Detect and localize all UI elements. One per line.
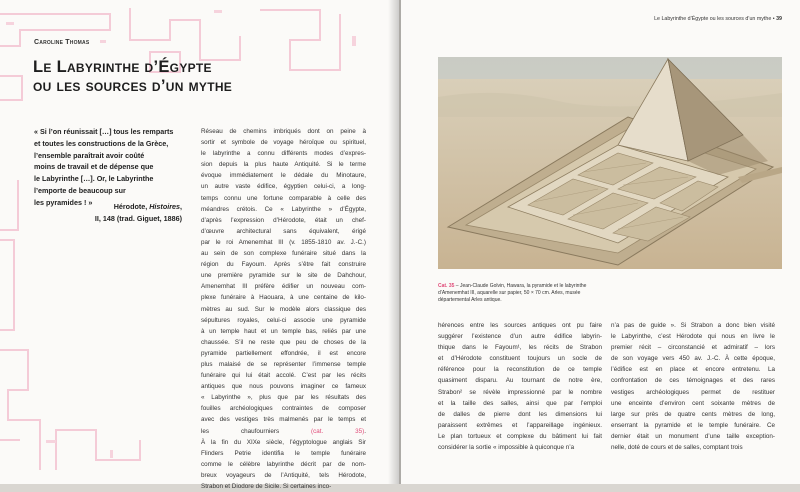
quote-line: l’ensemble paraîtrait avoir coûté <box>34 150 145 160</box>
running-head: Le Labyrinthe d’Égypte ou les sources d’un mythe • 39 <box>654 16 782 22</box>
text-line: sion depuis la plus haute Antiquité. Si le terme <box>201 161 366 169</box>
text-line: plexe funéraire à Haouara, à une centaine de kilo- <box>201 294 366 302</box>
text-line: paraissent extrêmes et l’appareillage ingénieux. <box>438 421 602 429</box>
quote-reference <box>34 201 182 225</box>
text-line: les chaufourniers (cat. 35). <box>201 427 366 435</box>
text-line: de dalles de pierre dont les dimensions lui <box>438 410 602 418</box>
text-line: le Labyrinthe, c’est Hérodote qui nous en livre le <box>611 333 775 341</box>
text-line: Flinders Petrie identifia le temple funéraire <box>201 449 366 457</box>
text-line: avec des vestiges très malmenés par le temps et <box>201 416 366 424</box>
running-head-text: Le Labyrinthe d’Égypte ou les sources d’un mythe <box>654 16 772 22</box>
quote-line: moins de travail et de dépense que <box>34 162 154 172</box>
quote-reference-line-1 <box>34 201 182 213</box>
quote-line: l’emporte de beaucoup sur <box>34 185 126 195</box>
text-line: Strabon et Diodore de Sicile. Si certaines inco- <box>201 483 332 490</box>
text-line: n’a pas de guide ». Si Strabon a donc bien visité <box>611 322 775 329</box>
text-line: chaussée. S’il ne reste que peu de choses de la <box>201 338 366 346</box>
text-line: antiques que nous pouvons imaginer ce fameux <box>201 383 366 391</box>
text-line: sépultures royales, celui-ci associe une pyramide <box>201 316 366 324</box>
text-line: Le plan tortueux et complexe du bâtiment lui fait <box>438 432 602 440</box>
labyrinth-reconstruction-illustration <box>438 57 782 269</box>
text-line: une enceinte d’environ cent soixante mètres de <box>611 399 775 407</box>
body-column-3 <box>611 320 775 453</box>
text-line: enserrant la pyramide et le temple funéraire. Ce <box>611 421 775 429</box>
author-name: Caroline Thomas <box>34 39 90 46</box>
text-line: Amenemhat III préfère édifier un nouveau com- <box>201 283 366 291</box>
text-line: temps connu une fortune comparable à celle des <box>201 194 366 202</box>
quote-line: et toutes les constructions de la Grèce, <box>34 138 169 148</box>
title-line-2: ou les sources d’un mythe <box>33 77 233 95</box>
catalogue-reference: (cat. 35) <box>311 427 365 435</box>
article-title <box>33 58 232 96</box>
text-line: mètres au sud. Sur le modèle alors classique des <box>201 305 366 313</box>
quote-line: les pyramides ! » <box>34 197 93 207</box>
text-line: méandres crétois. Ce « Labyrinthe » d’Égypte, <box>201 205 366 213</box>
quote-line: le Labyrinthe […]. Or, le Labyrinthe <box>34 174 154 184</box>
caption-number: Cat. 35 <box>438 283 455 289</box>
body-column-1 <box>201 126 366 492</box>
text-line: par le roi Amenemhat III (v. 1855-1810 av. J.-C.) <box>201 238 366 246</box>
text-line: large sur près de quatre cents mètres de long, <box>611 410 775 418</box>
body-column-2 <box>438 320 602 453</box>
text-line: « Labyrinthe », plus que par les résultats des <box>201 394 366 402</box>
title-line-1: Le Labyrinthe d’Égypte <box>33 58 212 76</box>
text-line: un autre vaste édifice, égyptien celui-ci, a long- <box>201 183 366 191</box>
caption-text: – Jean-Claude Golvin, Hawara, la pyramide et le labyrinthe d’Amenemhat III, aquarelle sur papier, 50 × 70 cm. Arles, musée départemental Arles antique. <box>438 283 587 303</box>
text-line: funéraire qui lui était accolé. C’est par les récits <box>201 372 366 380</box>
quote-line: « Si l’on réunissait […] tous les remparts <box>34 127 174 136</box>
text-line: considérer la sortie « impossible à quiconque n’a <box>438 444 575 452</box>
text-line: vestiges archéologiques permet de restituer <box>611 388 775 396</box>
text-line: fouilles archéologiques contraintes de composer <box>201 405 366 413</box>
text-line: sortir et symbole de voyage héroïque ou spirituel, <box>201 139 366 147</box>
text-line: hérences entre les sources antiques ont pu faire <box>438 322 602 329</box>
quote-reference-line-2: II, 148 (trad. Giguet, 1886) <box>94 213 182 223</box>
figure-caption <box>438 283 598 303</box>
text-line: évoque immédiatement le dédale du Minotaure, <box>201 172 366 180</box>
text-line: d’après l’expression d’Hérodote, était un chef- <box>201 216 366 224</box>
text-line: et d’Hérodote constituent toujours un socle de <box>438 355 602 363</box>
quote-work: Histoires <box>149 202 180 211</box>
quote-punct: , <box>180 202 182 211</box>
text-line: breux voyageurs de l’Antiquité, tels Hérodote, <box>201 471 366 479</box>
page-number: 39 <box>776 16 782 22</box>
left-page <box>0 0 399 490</box>
text-line: d’œuvre architectural sans équivalent, érigé <box>201 227 366 235</box>
text-line: Réseau de chemins imbriqués dont on peine à <box>201 128 366 135</box>
text-line: premier récit – circonstancié et admiratif – lors <box>611 344 775 352</box>
text-line: confrontation de ces témoignages et des rares <box>611 377 775 385</box>
text-line: nelle, doté de cours et de salles, comptant trois <box>611 444 743 452</box>
epigraph-quote <box>34 126 184 209</box>
text-line: À la fin du XIXe siècle, l’égyptologue anglais Sir <box>201 438 366 446</box>
text-line: à un temple haut et un temple bas, reliés par une <box>201 327 366 335</box>
text-line: une première pyramide sur le site de Dahchour, <box>201 272 366 280</box>
quote-author: Hérodote, <box>113 202 150 211</box>
text-line: Strabon² se révèle impressionné par le nombre <box>438 388 602 396</box>
text-line: quasiment disparu. Au tournant de notre ère, <box>438 377 602 385</box>
text-line: dernier était un monument d’une taille exception- <box>611 432 775 440</box>
text-line: pyramide partiellement effondrée, il est encore <box>201 349 366 357</box>
text-line: au sein de son complexe funéraire situé dans la <box>201 250 366 258</box>
text-line: comme le célèbre labyrinthe décrit par de nom- <box>201 460 366 468</box>
text-line: de son voyage vers 450 av. J.-C. À cette époque, <box>611 355 775 363</box>
text-line: région du Fayoum. Après s’être fait construire <box>201 261 366 269</box>
text-line: et la taille des salles, ainsi que par l’emploi <box>438 399 602 407</box>
text-line: suggérer l’existence d’un autre édifice labyrin- <box>438 333 602 341</box>
text-line: plus malaisé de se représenter l’immense temple <box>201 360 366 368</box>
text-line: thique dans le Fayoum¹, les récits de Strabon <box>438 344 602 352</box>
text-line: l’édifice est en place et encore entretenu. La <box>611 366 775 374</box>
text-line: le labyrinthe a connu différents modes d’expres- <box>201 150 366 158</box>
text-line: référence pour la reconstitution de ce temple <box>438 366 602 374</box>
